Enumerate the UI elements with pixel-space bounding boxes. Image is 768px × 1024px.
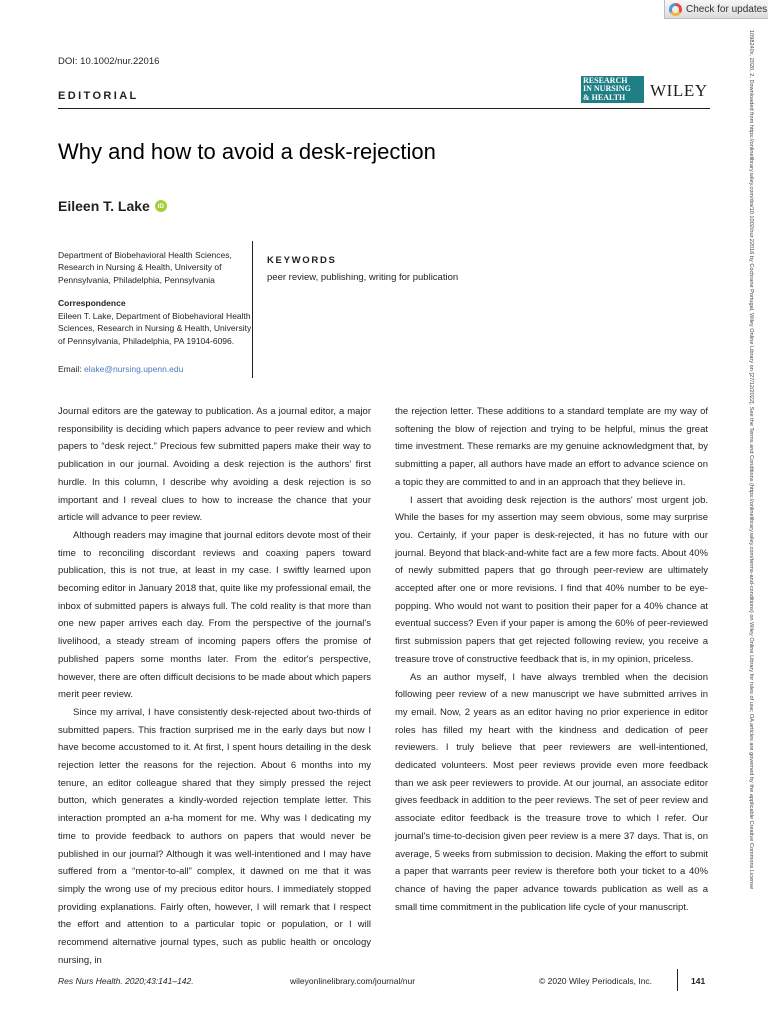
paragraph: the rejection letter. These additions to a standard template are my way of softening the blow of rejection and trying to be helpful, minus the great time investment. These remarks are my genuine acknowledgment that, by submitting a paper, all authors have made an effort to advance science on a topic they are committed to and in an approach that they believe in. bbox=[395, 406, 708, 488]
footer-url[interactable]: wileyonlinelibrary.com/journal/nur bbox=[290, 976, 416, 986]
footer-copyright: © 2020 Wiley Periodicals, Inc. bbox=[539, 976, 653, 986]
publisher-logo: WILEY bbox=[650, 81, 708, 100]
crossmark-icon bbox=[669, 3, 682, 16]
check-for-updates-label: Check for updates bbox=[686, 3, 768, 15]
orcid-icon[interactable]: iD bbox=[155, 200, 167, 212]
correspondence-heading: Correspondence bbox=[58, 298, 126, 308]
keywords-heading: KEYWORDS bbox=[267, 255, 337, 266]
column-divider bbox=[252, 241, 253, 378]
correspondence-email bbox=[58, 364, 183, 374]
correspondence-address: Eileen T. Lake, Department of Biobehavioral Health Sciences, Research in Nursing & Health, University of Pennsylvania, Philadelphia, PA 19104‐6096. bbox=[58, 311, 252, 346]
doi: DOI: 10.1002/nur.22016 bbox=[58, 56, 160, 67]
section-label: EDITORIAL bbox=[58, 90, 139, 102]
email-label: Email: bbox=[58, 364, 82, 374]
affiliation: Department of Biobehavioral Health Sciences, Research in Nursing & Health, University of Pennsylvania, Philadelphia, Pennsylvania bbox=[58, 250, 232, 285]
email-link[interactable]: elake@nursing.upenn.edu bbox=[84, 364, 184, 374]
body-column-left bbox=[58, 403, 371, 970]
journal-logo-line-2: IN NURSING bbox=[583, 84, 631, 94]
download-watermark: 1098240x, 2020, 2, Downloaded from https://onlinelibrary.wiley.com/doi/10.1002/nur.22016 by Cochrane Portugal, Wiley Online Library on [27/12/2022]. See the Terms and Conditions (https://onlinelibrary.wiley.com/terms-and-conditions) on Wiley Online Library for rules of use; OA articles are governed by the applicable Creative Commons License bbox=[748, 30, 754, 890]
journal-logo-line-1: RESEARCH bbox=[583, 75, 628, 85]
paragraph: Journal editors are the gateway to publication. As a journal editor, a major responsibility is deciding which papers advance to peer review and which papers to “desk reject.” Precious few submitted papers make their way to publication in our journal. Avoiding a desk rejection is the authors' first hurdle. In this column, I describe why avoiding a desk rejection is so important and I reveal clues to how to increase the chance that your article will advance to peer review. bbox=[58, 406, 371, 524]
page-number: 141 bbox=[691, 976, 706, 986]
journal-logo bbox=[581, 76, 644, 103]
author-name: Eileen T. Lake bbox=[58, 198, 150, 214]
footer-divider bbox=[677, 969, 678, 991]
author bbox=[58, 198, 167, 214]
section-divider bbox=[58, 108, 710, 109]
keywords-list: peer review, publishing, writing for publication bbox=[267, 272, 459, 283]
paragraph: I assert that avoiding desk rejection is the authors' most urgent job. While the bases for my assertion may seem obvious, some may surprise you. Certainly, if your paper is desk‐rejected, it has no future with our journal. Beyond that black‐and‐white fact are a few more facts. About 40% of newly submitted papers that go through peer‐review are ultimately accepted after one or more revisions. I find that 40% number to be eye‐popping. Who would not want to position their paper for a 40% chance at eventual success? Even if your paper is among the 60% of peer‐reviewed first submission papers that get rejected following review, you receive a treasure trove of constructive feedback that is, in my opinion, priceless. bbox=[395, 494, 708, 665]
check-for-updates-button[interactable] bbox=[664, 0, 768, 19]
paragraph: As an author myself, I have always trembled when the decision following peer review of a new manuscript we have submitted arrives in my email. Now, 2 years as an editor having no prior experience in editor roles has filled my heart with the kindness and dedication of peer reviewers. I truly believe that peer reviewers are well‐intentioned, dedicated volunteers. Most peer reviews provide even more feedback than we ask peer reviewers to provide. At our journal, an associate editor gives feedback in addition to the peer reviews. The set of peer review and associate editor feedback is the treasure trove to which I refer. Our journal's time‐to‐decision given peer review is a mere 37 days. That is, on average, 5 weeks from submission to decision. Making the effort to submit a paper that warrants peer review is therefore both your ticket to a 40% chance of having the paper advance towards publication as well as a small time commitment in the publication life cycle of your manuscript. bbox=[395, 671, 708, 913]
body-column-right bbox=[395, 403, 708, 916]
journal-logo-line-3: & HEALTH bbox=[583, 92, 626, 102]
article-title: Why and how to avoid a desk‐rejection bbox=[58, 139, 436, 164]
paragraph: Since my arrival, I have consistently desk‐rejected about two‐thirds of submitted papers. This fraction surprised me in the early days but now I have become accustomed to it. At first, I spent hours detailing in the desk rejection letter the reasons for the rejection. About 6 months into my tenure, an editor colleague shared that they simply pressed the reject button, which generates a kindly‐worded rejection template letter. This interaction prompted an a‐ha moment for me. Why was I dedicating my time to provide feedback to authors on papers that would never be published in our journal? Although it was well‐intentioned and I may have suffered from a “mentor‐to‐all” complex, it dawned on me that it was simply the wrong use of my precious editor hours. I immediately stopped providing explanations. Fairly often, however, I will remark that I respect the effort and attention to a particular topic or population, or I will recommend alternative journal types, such as public health or oncology nursing, in bbox=[58, 706, 371, 966]
paragraph: Although readers may imagine that journal editors devote most of their time to reconciling discordant reviews and coaxing papers toward publication, this is not true, at least in my case. I swiftly learned upon becoming editor in January 2018 that, quite like my professional email, the inbox of submitted papers is always full. The cold reality is that more than one new paper arrives each day. From the perspective of the journal's livelihood, a steady stream of incoming papers offers the promise of published papers some months later. From the editor's perspective, however, there are often difficult decisions to be made about which papers merit peer review. bbox=[58, 529, 371, 701]
footer-citation: Res Nurs Health. 2020;43:141–142. bbox=[58, 976, 194, 986]
